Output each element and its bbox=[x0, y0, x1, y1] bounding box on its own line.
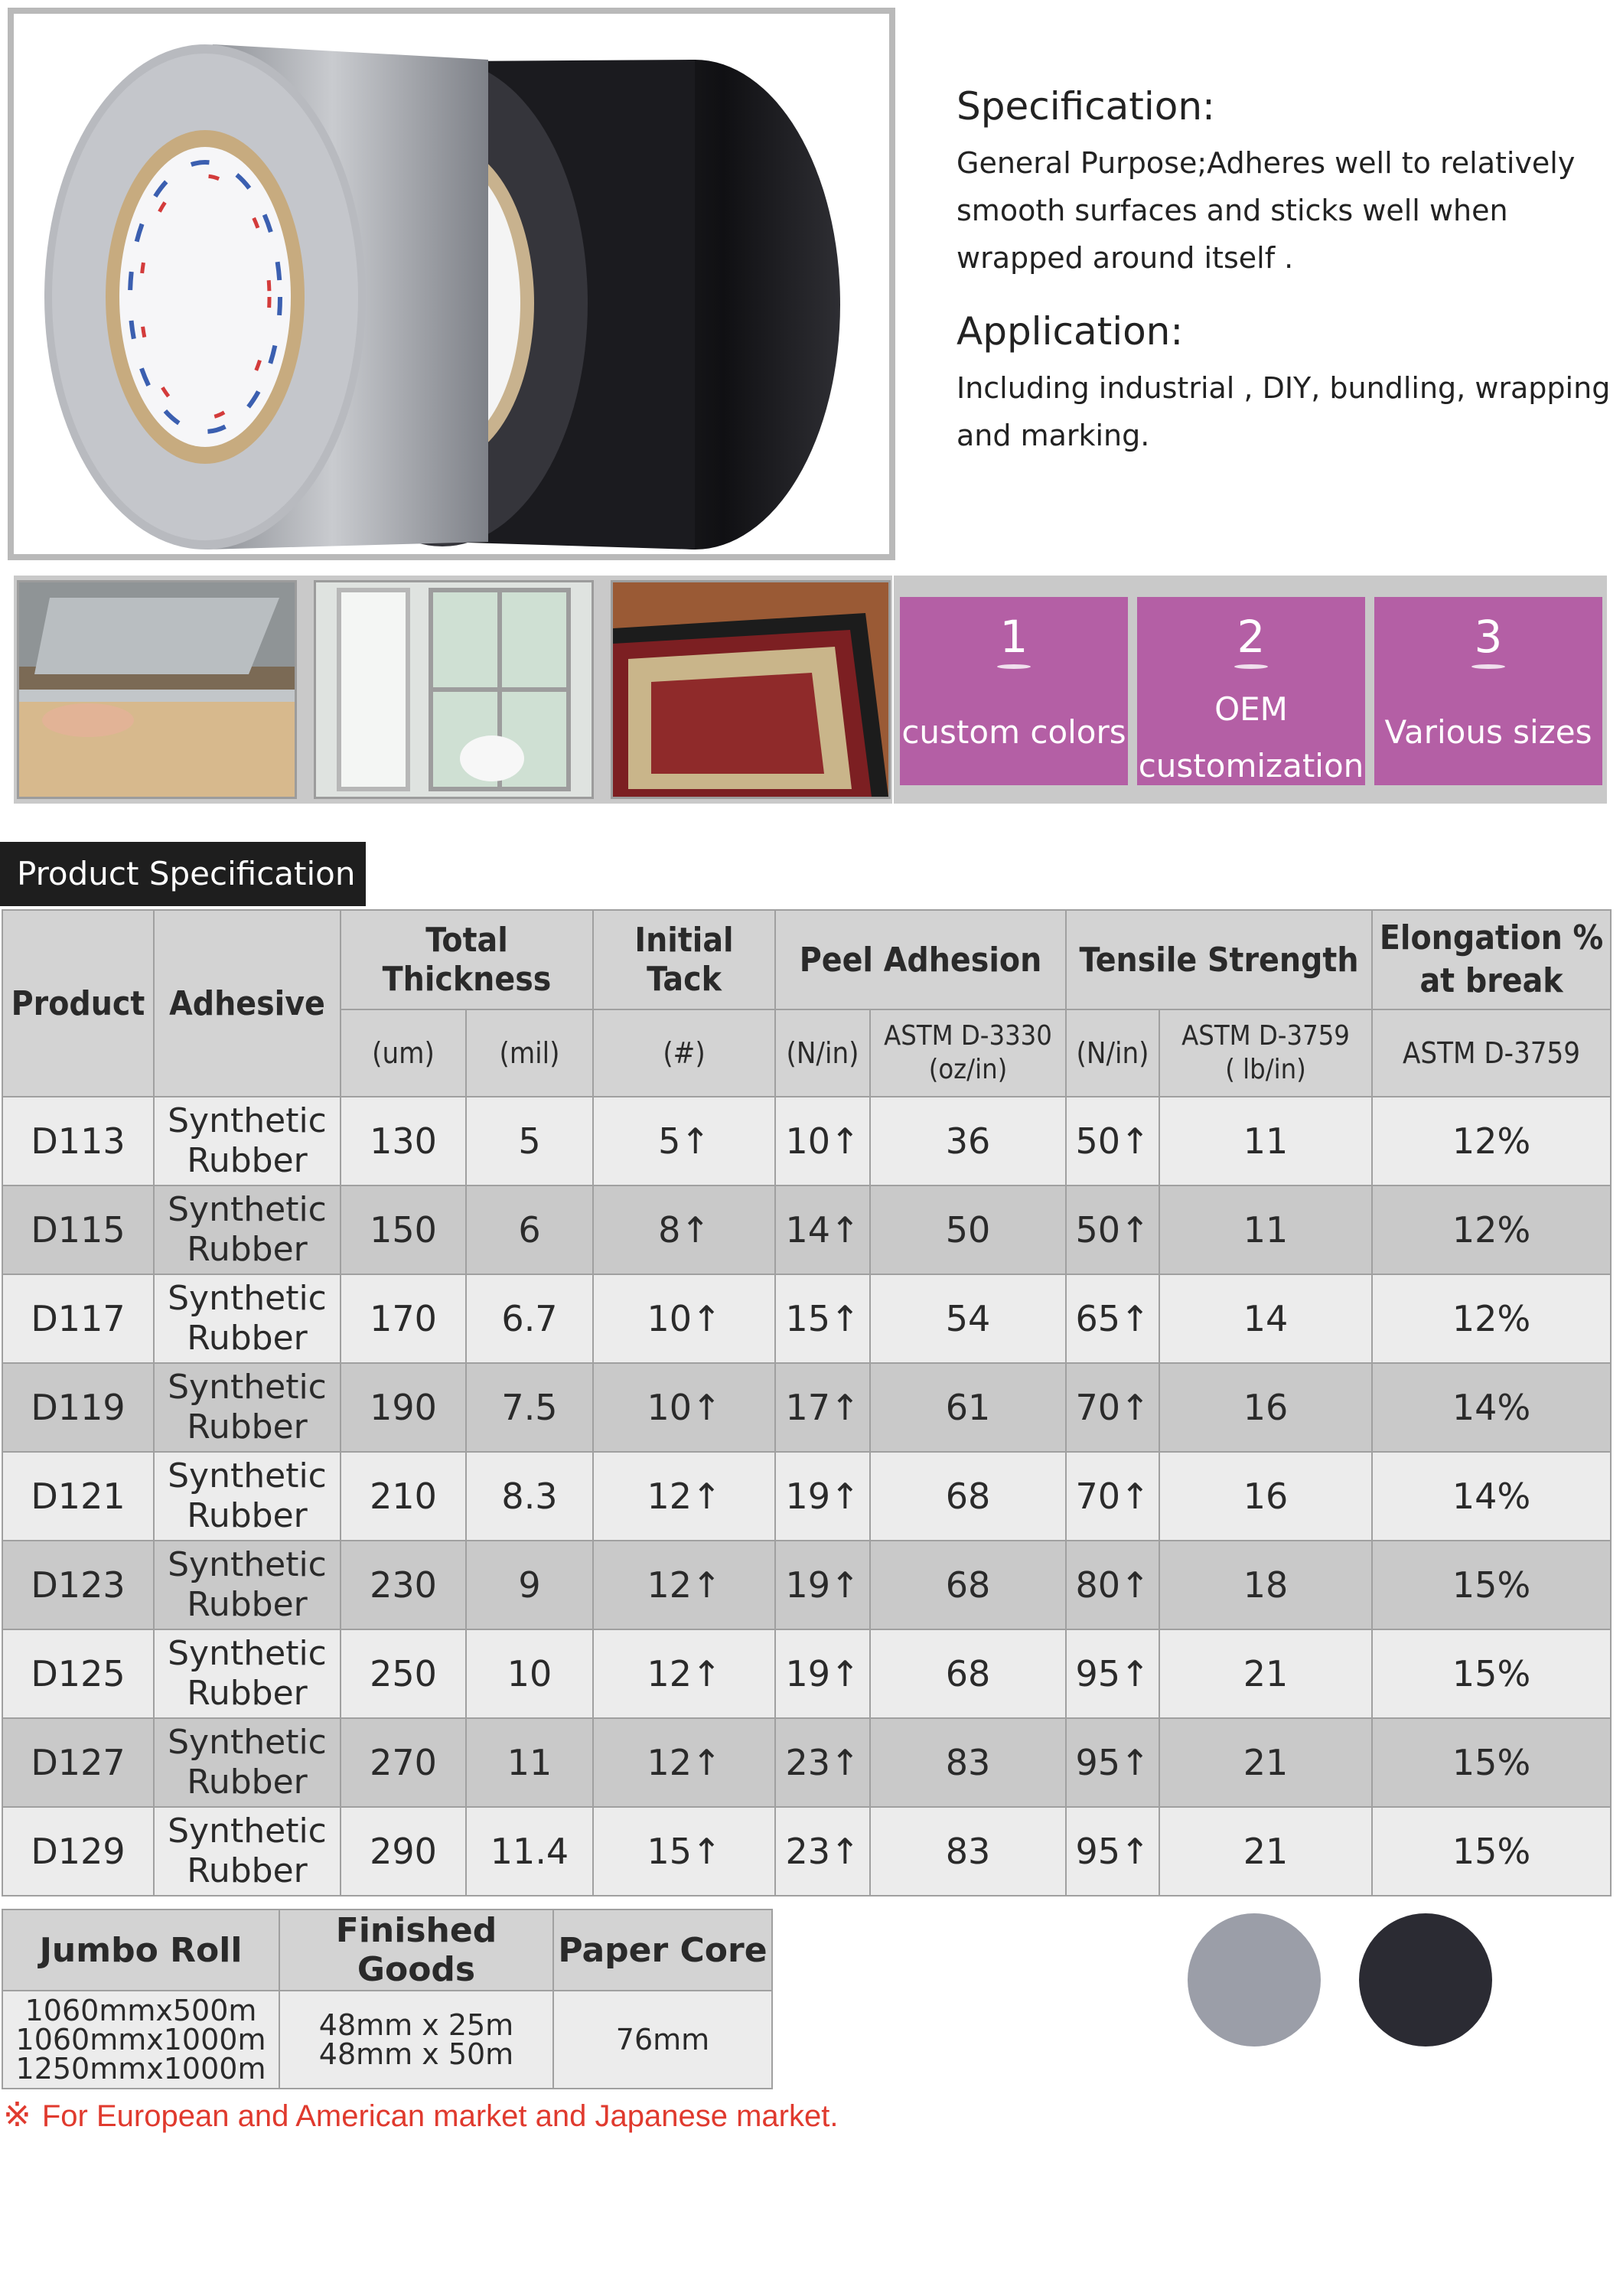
adhesive-line2: Rubber bbox=[187, 1319, 308, 1358]
header-paper-core: Paper Core bbox=[553, 1910, 772, 1991]
cell-peel-nin: 23↑ bbox=[775, 1718, 870, 1807]
market-note bbox=[3, 2095, 838, 2135]
jumbo-roll-sizes bbox=[2, 1991, 279, 2089]
jumbo-size: 1060mmx1000m bbox=[15, 2023, 266, 2056]
adhesive-line1: Synthetic bbox=[168, 1812, 327, 1851]
cell-peel-nin: 19↑ bbox=[775, 1541, 870, 1629]
finished-goods-sizes bbox=[279, 1991, 553, 2089]
cell-thickness-mil: 6 bbox=[466, 1186, 593, 1274]
cell-tensile-lbin: 21 bbox=[1159, 1807, 1372, 1896]
table-row bbox=[2, 1097, 1611, 1186]
cell-elongation: 12% bbox=[1372, 1097, 1611, 1186]
market-note-text: For European and American market and Japanese market. bbox=[41, 2099, 839, 2133]
reference-mark-icon: ※ bbox=[3, 2096, 31, 2134]
cell-elongation: 14% bbox=[1372, 1363, 1611, 1452]
cell-product: D121 bbox=[2, 1452, 154, 1541]
feature-label: Various sizes bbox=[1384, 713, 1592, 751]
cell-thickness-um: 130 bbox=[341, 1097, 466, 1186]
specification-heading: Specification: bbox=[957, 84, 1215, 129]
header-total-thickness: Total Thickness bbox=[341, 910, 593, 1009]
cell-initial-tack: 8↑ bbox=[593, 1186, 775, 1274]
cell-peel-nin: 19↑ bbox=[775, 1452, 870, 1541]
jumbo-size: 1060mmx500m bbox=[24, 1994, 257, 2027]
jumbo-size: 1250mmx1000m bbox=[15, 2052, 266, 2086]
cell-peel-ozin: 36 bbox=[870, 1097, 1066, 1186]
subheader-tack-unit: (#) bbox=[593, 1009, 775, 1097]
header-peel-adhesion: Peel Adhesion bbox=[775, 910, 1066, 1009]
cell-tensile-nin: 50↑ bbox=[1066, 1186, 1159, 1274]
cell-peel-ozin: 68 bbox=[870, 1452, 1066, 1541]
cell-thickness-um: 230 bbox=[341, 1541, 466, 1629]
cell-tensile-nin: 80↑ bbox=[1066, 1541, 1159, 1629]
cell-adhesive bbox=[154, 1097, 341, 1186]
cell-thickness-um: 170 bbox=[341, 1274, 466, 1363]
cell-tensile-nin: 50↑ bbox=[1066, 1097, 1159, 1186]
cell-elongation: 14% bbox=[1372, 1452, 1611, 1541]
feature-tile-oem bbox=[1137, 597, 1365, 785]
cell-adhesive bbox=[154, 1541, 341, 1629]
table-row bbox=[2, 1807, 1611, 1896]
cell-tensile-lbin: 21 bbox=[1159, 1629, 1372, 1718]
cell-tensile-nin: 95↑ bbox=[1066, 1629, 1159, 1718]
cell-adhesive bbox=[154, 1629, 341, 1718]
adhesive-line1: Synthetic bbox=[168, 1634, 327, 1673]
subheader-tensile-nin: (N/in) bbox=[1066, 1009, 1159, 1097]
cell-product: D129 bbox=[2, 1807, 154, 1896]
cell-peel-nin: 17↑ bbox=[775, 1363, 870, 1452]
table-row bbox=[2, 1274, 1611, 1363]
cell-initial-tack: 12↑ bbox=[593, 1629, 775, 1718]
subheader-tensile-astm bbox=[1159, 1009, 1372, 1097]
subheader-mil: (mil) bbox=[466, 1009, 593, 1097]
feature-tile-custom-colors bbox=[900, 597, 1128, 785]
cell-adhesive bbox=[154, 1363, 341, 1452]
cell-thickness-um: 190 bbox=[341, 1363, 466, 1452]
cell-peel-nin: 23↑ bbox=[775, 1807, 870, 1896]
feature-tile-various-sizes bbox=[1374, 597, 1602, 785]
cell-thickness-mil: 5 bbox=[466, 1097, 593, 1186]
adhesive-line2: Rubber bbox=[187, 1407, 308, 1446]
cell-tensile-lbin: 14 bbox=[1159, 1274, 1372, 1363]
cell-peel-ozin: 61 bbox=[870, 1363, 1066, 1452]
adhesive-line2: Rubber bbox=[187, 1230, 308, 1269]
cell-tensile-nin: 95↑ bbox=[1066, 1807, 1159, 1896]
cell-elongation: 15% bbox=[1372, 1629, 1611, 1718]
cell-initial-tack: 5↑ bbox=[593, 1097, 775, 1186]
adhesive-line1: Synthetic bbox=[168, 1545, 327, 1584]
cell-product: D113 bbox=[2, 1097, 154, 1186]
adhesive-line1: Synthetic bbox=[168, 1456, 327, 1495]
cell-tensile-nin: 70↑ bbox=[1066, 1363, 1159, 1452]
cell-peel-ozin: 50 bbox=[870, 1186, 1066, 1274]
cell-initial-tack: 10↑ bbox=[593, 1274, 775, 1363]
cell-product: D115 bbox=[2, 1186, 154, 1274]
subheader-peel-astm-line2: (oz/in) bbox=[928, 1054, 1008, 1085]
header-elongation-line1: Elongation % bbox=[1379, 918, 1604, 957]
feature-number: 3 bbox=[1374, 611, 1602, 669]
adhesive-line2: Rubber bbox=[187, 1141, 308, 1180]
header-tensile-strength: Tensile Strength bbox=[1066, 910, 1372, 1009]
subheader-um: (um) bbox=[341, 1009, 466, 1097]
cell-tensile-lbin: 21 bbox=[1159, 1718, 1372, 1807]
finished-size: 48mm x 25m bbox=[318, 2008, 514, 2042]
subheader-peel-astm bbox=[870, 1009, 1066, 1097]
cell-tensile-lbin: 18 bbox=[1159, 1541, 1372, 1629]
cell-peel-ozin: 68 bbox=[870, 1629, 1066, 1718]
cell-product: D123 bbox=[2, 1541, 154, 1629]
table-row bbox=[2, 1629, 1611, 1718]
subheader-tensile-astm-line1: ASTM D-3759 bbox=[1181, 1020, 1350, 1052]
color-swatch-black bbox=[1359, 1913, 1492, 2047]
cell-peel-ozin: 54 bbox=[870, 1274, 1066, 1363]
table-row bbox=[2, 1718, 1611, 1807]
cell-thickness-um: 270 bbox=[341, 1718, 466, 1807]
usage-photo-window bbox=[314, 580, 594, 799]
cell-thickness-mil: 6.7 bbox=[466, 1274, 593, 1363]
product-info bbox=[957, 84, 1615, 459]
cell-thickness-mil: 7.5 bbox=[466, 1363, 593, 1452]
cell-peel-nin: 15↑ bbox=[775, 1274, 870, 1363]
finished-size: 48mm x 50m bbox=[318, 2037, 514, 2071]
subheader-elongation-astm: ASTM D-3759 bbox=[1372, 1009, 1611, 1097]
roll-size-table bbox=[2, 1909, 773, 2089]
cell-adhesive bbox=[154, 1186, 341, 1274]
cell-peel-ozin: 83 bbox=[870, 1807, 1066, 1896]
usage-photo-carpet bbox=[611, 580, 891, 799]
cell-elongation: 15% bbox=[1372, 1541, 1611, 1629]
header-jumbo-roll: Jumbo Roll bbox=[2, 1910, 279, 1991]
usage-photo-strip bbox=[14, 576, 892, 804]
adhesive-line1: Synthetic bbox=[168, 1279, 327, 1318]
subheader-peel-nin: (N/in) bbox=[775, 1009, 870, 1097]
color-swatch-gray bbox=[1188, 1913, 1321, 2047]
cell-thickness-um: 290 bbox=[341, 1807, 466, 1896]
cell-thickness-mil: 11 bbox=[466, 1718, 593, 1807]
cell-initial-tack: 10↑ bbox=[593, 1363, 775, 1452]
spec-table-body bbox=[2, 1097, 1611, 1896]
header-elongation bbox=[1372, 910, 1611, 1009]
cell-elongation: 12% bbox=[1372, 1186, 1611, 1274]
cell-initial-tack: 15↑ bbox=[593, 1807, 775, 1896]
feature-number: 1 bbox=[900, 611, 1128, 669]
specification-text: General Purpose;Adheres well to relatively smooth surfaces and sticks well when wrapped around itself . bbox=[957, 146, 1576, 275]
cell-adhesive bbox=[154, 1718, 341, 1807]
cell-initial-tack: 12↑ bbox=[593, 1452, 775, 1541]
table-row bbox=[2, 1452, 1611, 1541]
cell-elongation: 12% bbox=[1372, 1274, 1611, 1363]
cell-tensile-nin: 95↑ bbox=[1066, 1718, 1159, 1807]
adhesive-line2: Rubber bbox=[187, 1763, 308, 1802]
cell-peel-nin: 19↑ bbox=[775, 1629, 870, 1718]
cell-tensile-lbin: 16 bbox=[1159, 1452, 1372, 1541]
section-title: Product Specification bbox=[0, 842, 366, 906]
spec-table bbox=[2, 909, 1612, 1896]
cell-thickness-um: 250 bbox=[341, 1629, 466, 1718]
feature-number: 2 bbox=[1137, 611, 1365, 669]
cell-adhesive bbox=[154, 1807, 341, 1896]
cell-initial-tack: 12↑ bbox=[593, 1541, 775, 1629]
adhesive-line1: Synthetic bbox=[168, 1723, 327, 1762]
header-elongation-line2: at break bbox=[1419, 961, 1563, 1000]
adhesive-line2: Rubber bbox=[187, 1674, 308, 1713]
header-product: Product bbox=[2, 910, 154, 1097]
cell-elongation: 15% bbox=[1372, 1807, 1611, 1896]
cell-tensile-lbin: 11 bbox=[1159, 1097, 1372, 1186]
feature-tiles bbox=[894, 576, 1607, 804]
cell-adhesive bbox=[154, 1274, 341, 1363]
adhesive-line1: Synthetic bbox=[168, 1190, 327, 1229]
adhesive-line1: Synthetic bbox=[168, 1101, 327, 1140]
adhesive-line2: Rubber bbox=[187, 1851, 308, 1890]
cell-peel-ozin: 83 bbox=[870, 1718, 1066, 1807]
cell-thickness-mil: 9 bbox=[466, 1541, 593, 1629]
feature-label: custom colors bbox=[901, 713, 1126, 751]
cell-tensile-lbin: 11 bbox=[1159, 1186, 1372, 1274]
feature-label-line2: customization bbox=[1138, 747, 1364, 784]
application-text: Including industrial , DIY, bundling, wrapping and marking. bbox=[957, 371, 1611, 452]
adhesive-line2: Rubber bbox=[187, 1585, 308, 1624]
table-row bbox=[2, 1186, 1611, 1274]
cell-thickness-mil: 10 bbox=[466, 1629, 593, 1718]
cell-tensile-nin: 70↑ bbox=[1066, 1452, 1159, 1541]
cell-peel-nin: 14↑ bbox=[775, 1186, 870, 1274]
subheader-tensile-astm-line2: ( lb/in) bbox=[1225, 1054, 1306, 1085]
cell-thickness-mil: 11.4 bbox=[466, 1807, 593, 1896]
cell-product: D127 bbox=[2, 1718, 154, 1807]
application-heading: Application: bbox=[957, 309, 1184, 354]
cell-initial-tack: 12↑ bbox=[593, 1718, 775, 1807]
adhesive-line1: Synthetic bbox=[168, 1368, 327, 1407]
feature-label-line1: OEM bbox=[1214, 690, 1288, 728]
paper-core-size: 76mm bbox=[553, 1991, 772, 2089]
cell-tensile-nin: 65↑ bbox=[1066, 1274, 1159, 1363]
cell-thickness-um: 210 bbox=[341, 1452, 466, 1541]
cell-product: D125 bbox=[2, 1629, 154, 1718]
product-hero-image bbox=[8, 8, 895, 560]
cell-adhesive bbox=[154, 1452, 341, 1541]
subheader-peel-astm-line1: ASTM D-3330 bbox=[884, 1020, 1052, 1052]
cell-thickness-mil: 8.3 bbox=[466, 1452, 593, 1541]
tape-rolls-illustration bbox=[14, 14, 889, 554]
header-finished-goods: Finished Goods bbox=[279, 1910, 553, 1991]
usage-photo-sink bbox=[17, 580, 297, 799]
cell-thickness-um: 150 bbox=[341, 1186, 466, 1274]
cell-peel-ozin: 68 bbox=[870, 1541, 1066, 1629]
cell-tensile-lbin: 16 bbox=[1159, 1363, 1372, 1452]
table-row bbox=[2, 1541, 1611, 1629]
header-adhesive: Adhesive bbox=[154, 910, 341, 1097]
table-row bbox=[2, 1363, 1611, 1452]
header-initial-tack: Initial Tack bbox=[593, 910, 775, 1009]
cell-product: D119 bbox=[2, 1363, 154, 1452]
cell-peel-nin: 10↑ bbox=[775, 1097, 870, 1186]
adhesive-line2: Rubber bbox=[187, 1496, 308, 1535]
cell-product: D117 bbox=[2, 1274, 154, 1363]
cell-elongation: 15% bbox=[1372, 1718, 1611, 1807]
